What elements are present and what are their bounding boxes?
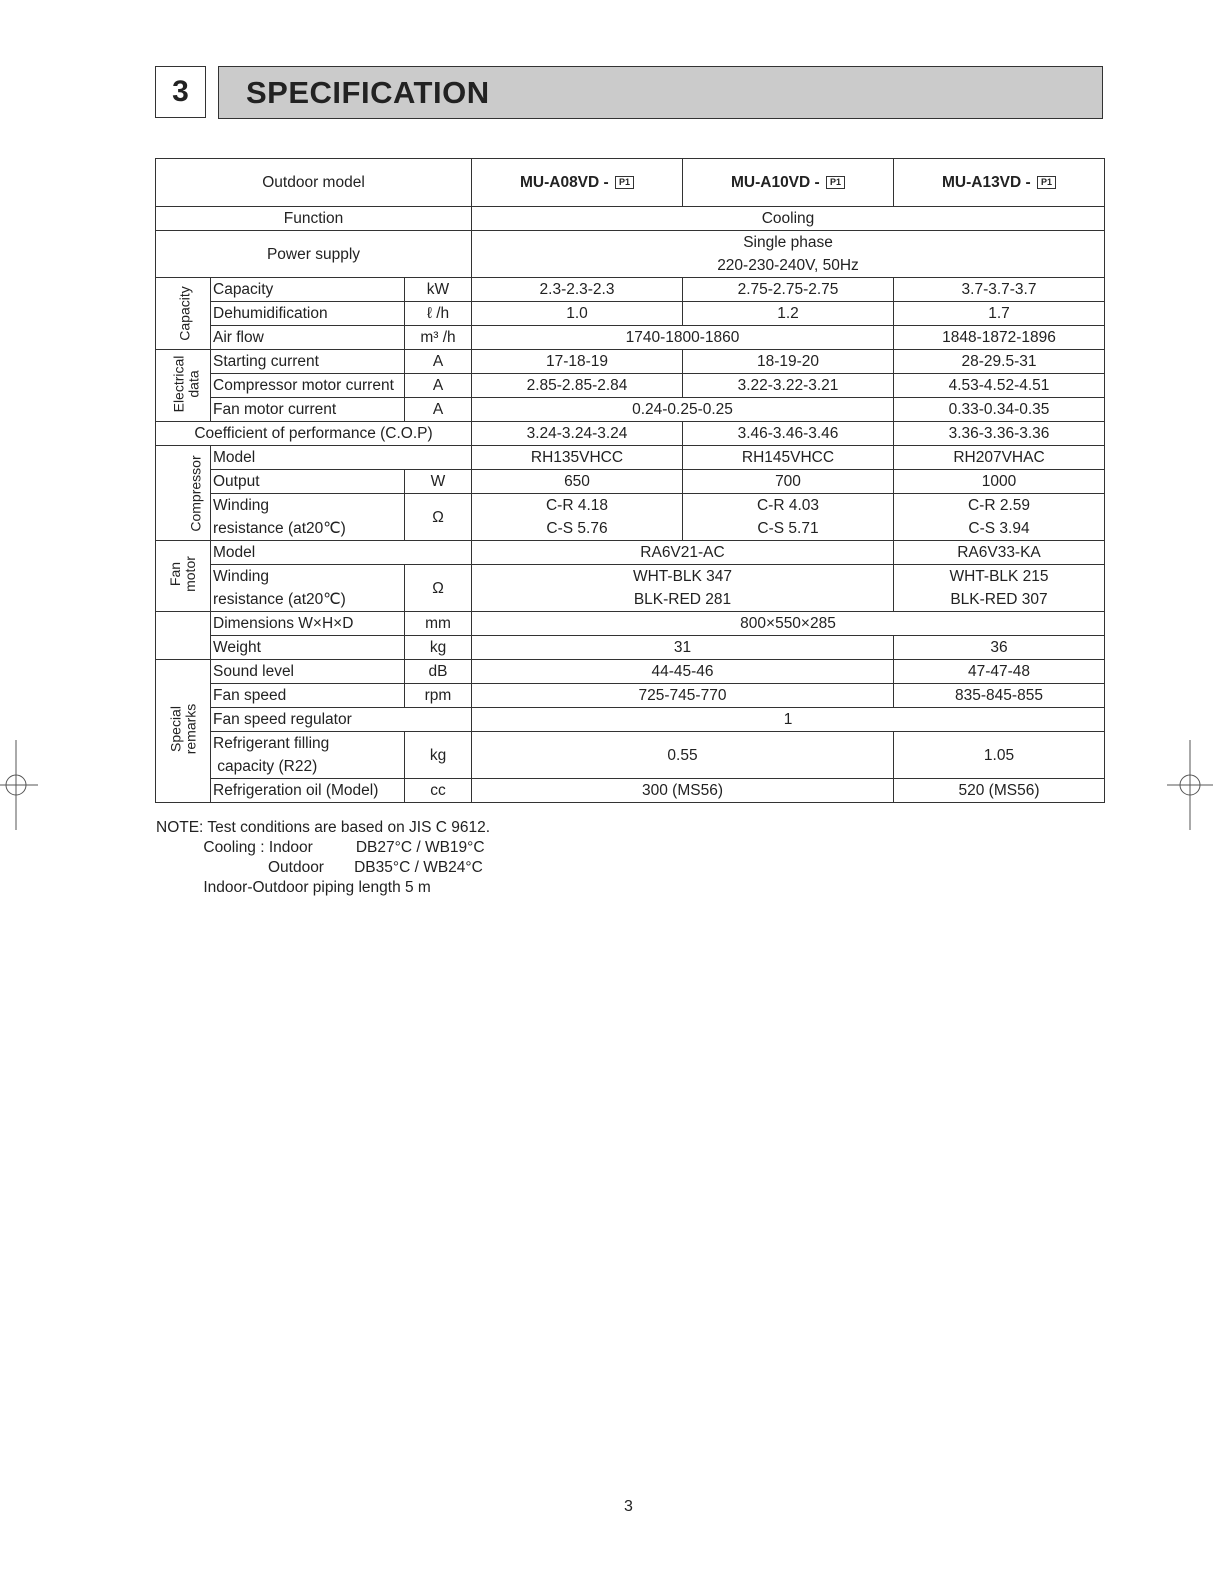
test-conditions-note <box>156 818 490 898</box>
row-label: Winding resistance (at20℃) <box>211 565 405 612</box>
cell-value: WHT-BLK 215 BLK-RED 307 <box>894 565 1105 612</box>
section-title: SPECIFICATION <box>218 66 1103 119</box>
group-fan-motor: Fan motor <box>156 541 211 612</box>
row-unit: Ω <box>405 494 472 541</box>
cell-value: C-R 4.03 C-S 5.71 <box>683 494 894 541</box>
cell-value: 2.85-2.85-2.84 <box>472 374 683 398</box>
row-label: Weight <box>211 636 405 660</box>
cell-value: RA6V33-KA <box>894 541 1105 565</box>
row-label: Output <box>211 470 405 494</box>
outdoor-model-label: Outdoor model <box>156 159 472 207</box>
function-value: Cooling <box>472 207 1105 231</box>
model-header: MU-A08VD - P1 <box>472 159 683 207</box>
cell-value: 47-47-48 <box>894 660 1105 684</box>
cell-value: 3.7-3.7-3.7 <box>894 278 1105 302</box>
row-label: Fan motor current <box>211 398 405 422</box>
cell-value: 835-845-855 <box>894 684 1105 708</box>
cell-value: 700 <box>683 470 894 494</box>
cell-value: 520 (MS56) <box>894 779 1105 803</box>
cell-value: 1 <box>472 708 1105 732</box>
cell-value: 36 <box>894 636 1105 660</box>
row-label: Air flow <box>211 326 405 350</box>
cell-value: 800×550×285 <box>472 612 1105 636</box>
row-unit: A <box>405 350 472 374</box>
row-label: Capacity <box>211 278 405 302</box>
cell-value: 1.7 <box>894 302 1105 326</box>
row-unit: kW <box>405 278 472 302</box>
row-unit: A <box>405 398 472 422</box>
cell-value: C-R 2.59 C-S 3.94 <box>894 494 1105 541</box>
cell-value: 4.53-4.52-4.51 <box>894 374 1105 398</box>
cell-value: 650 <box>472 470 683 494</box>
model-header: MU-A13VD - P1 <box>894 159 1105 207</box>
row-unit: m³ /h <box>405 326 472 350</box>
p1-badge: P1 <box>615 176 634 189</box>
cell-value: RH135VHCC <box>472 446 683 470</box>
row-unit: kg <box>405 636 472 660</box>
cell-value: 1740-1800-1860 <box>472 326 894 350</box>
row-unit: cc <box>405 779 472 803</box>
cell-value: 2.3-2.3-2.3 <box>472 278 683 302</box>
power-supply-label: Power supply <box>156 231 472 278</box>
specification-table <box>155 158 1105 803</box>
cell-value: 1.05 <box>894 732 1105 779</box>
cell-value: C-R 4.18 C-S 5.76 <box>472 494 683 541</box>
row-label: Starting current <box>211 350 405 374</box>
cell-value: 31 <box>472 636 894 660</box>
registration-mark-icon <box>1165 740 1215 830</box>
cell-value: 0.24-0.25-0.25 <box>472 398 894 422</box>
cell-value: 1.0 <box>472 302 683 326</box>
cop-label: Coefficient of performance (C.O.P) <box>156 422 472 446</box>
power-supply-value: Single phase 220-230-240V, 50Hz <box>472 231 1105 278</box>
group-electrical: Electrical data <box>156 350 211 422</box>
row-unit: dB <box>405 660 472 684</box>
cell-value: 3.36-3.36-3.36 <box>894 422 1105 446</box>
row-unit: Ω <box>405 565 472 612</box>
row-label: Refrigerant filling capacity (R22) <box>211 732 405 779</box>
row-label: Winding resistance (at20℃) <box>211 494 405 541</box>
note-line: Outdoor DB35°C / WB24°C <box>156 859 483 876</box>
cell-value: 300 (MS56) <box>472 779 894 803</box>
cell-value: 18-19-20 <box>683 350 894 374</box>
cell-value: 0.55 <box>472 732 894 779</box>
cell-value: 1.2 <box>683 302 894 326</box>
cell-value: 1848-1872-1896 <box>894 326 1105 350</box>
row-label: Dimensions W×H×D <box>211 612 405 636</box>
cell-value: 3.22-3.22-3.21 <box>683 374 894 398</box>
note-line: NOTE: Test conditions are based on JIS C 9612. <box>156 819 491 836</box>
cell-value: 0.33-0.34-0.35 <box>894 398 1105 422</box>
row-unit: kg <box>405 732 472 779</box>
registration-mark-icon <box>0 740 40 830</box>
row-label: Fan speed <box>211 684 405 708</box>
row-label: Dehumidification <box>211 302 405 326</box>
blank-cell <box>156 636 211 660</box>
row-label: Fan speed regulator <box>211 708 472 732</box>
cell-value: 17-18-19 <box>472 350 683 374</box>
cell-value: 2.75-2.75-2.75 <box>683 278 894 302</box>
note-line: Cooling : Indoor DB27°C / WB19°C <box>156 839 485 856</box>
page-number: 3 <box>624 1498 633 1515</box>
row-label: Model <box>211 541 472 565</box>
row-label: Compressor motor current <box>211 374 405 398</box>
p1-badge: P1 <box>826 176 845 189</box>
group-capacity: Capacity <box>156 278 211 350</box>
cell-value: 28-29.5-31 <box>894 350 1105 374</box>
p1-badge: P1 <box>1037 176 1056 189</box>
cell-value: 3.46-3.46-3.46 <box>683 422 894 446</box>
cell-value: 1000 <box>894 470 1105 494</box>
cell-value: 44-45-46 <box>472 660 894 684</box>
function-label: Function <box>156 207 472 231</box>
row-unit: ℓ /h <box>405 302 472 326</box>
row-unit: mm <box>405 612 472 636</box>
cell-value: RH207VHAC <box>894 446 1105 470</box>
model-header: MU-A10VD - P1 <box>683 159 894 207</box>
row-unit: rpm <box>405 684 472 708</box>
note-line: Indoor-Outdoor piping length 5 m <box>156 879 431 896</box>
cell-value: WHT-BLK 347 BLK-RED 281 <box>472 565 894 612</box>
cell-value: RH145VHCC <box>683 446 894 470</box>
group-compressor: Compressor <box>156 446 211 541</box>
row-unit: W <box>405 470 472 494</box>
cell-value: 3.24-3.24-3.24 <box>472 422 683 446</box>
group-special-remarks: Special remarks <box>156 660 211 803</box>
row-label: Sound level <box>211 660 405 684</box>
row-label: Refrigeration oil (Model) <box>211 779 405 803</box>
row-label: Model <box>211 446 472 470</box>
cell-value: 725-745-770 <box>472 684 894 708</box>
blank-cell <box>156 612 211 636</box>
row-unit: A <box>405 374 472 398</box>
section-number: 3 <box>155 66 206 118</box>
cell-value: RA6V21-AC <box>472 541 894 565</box>
